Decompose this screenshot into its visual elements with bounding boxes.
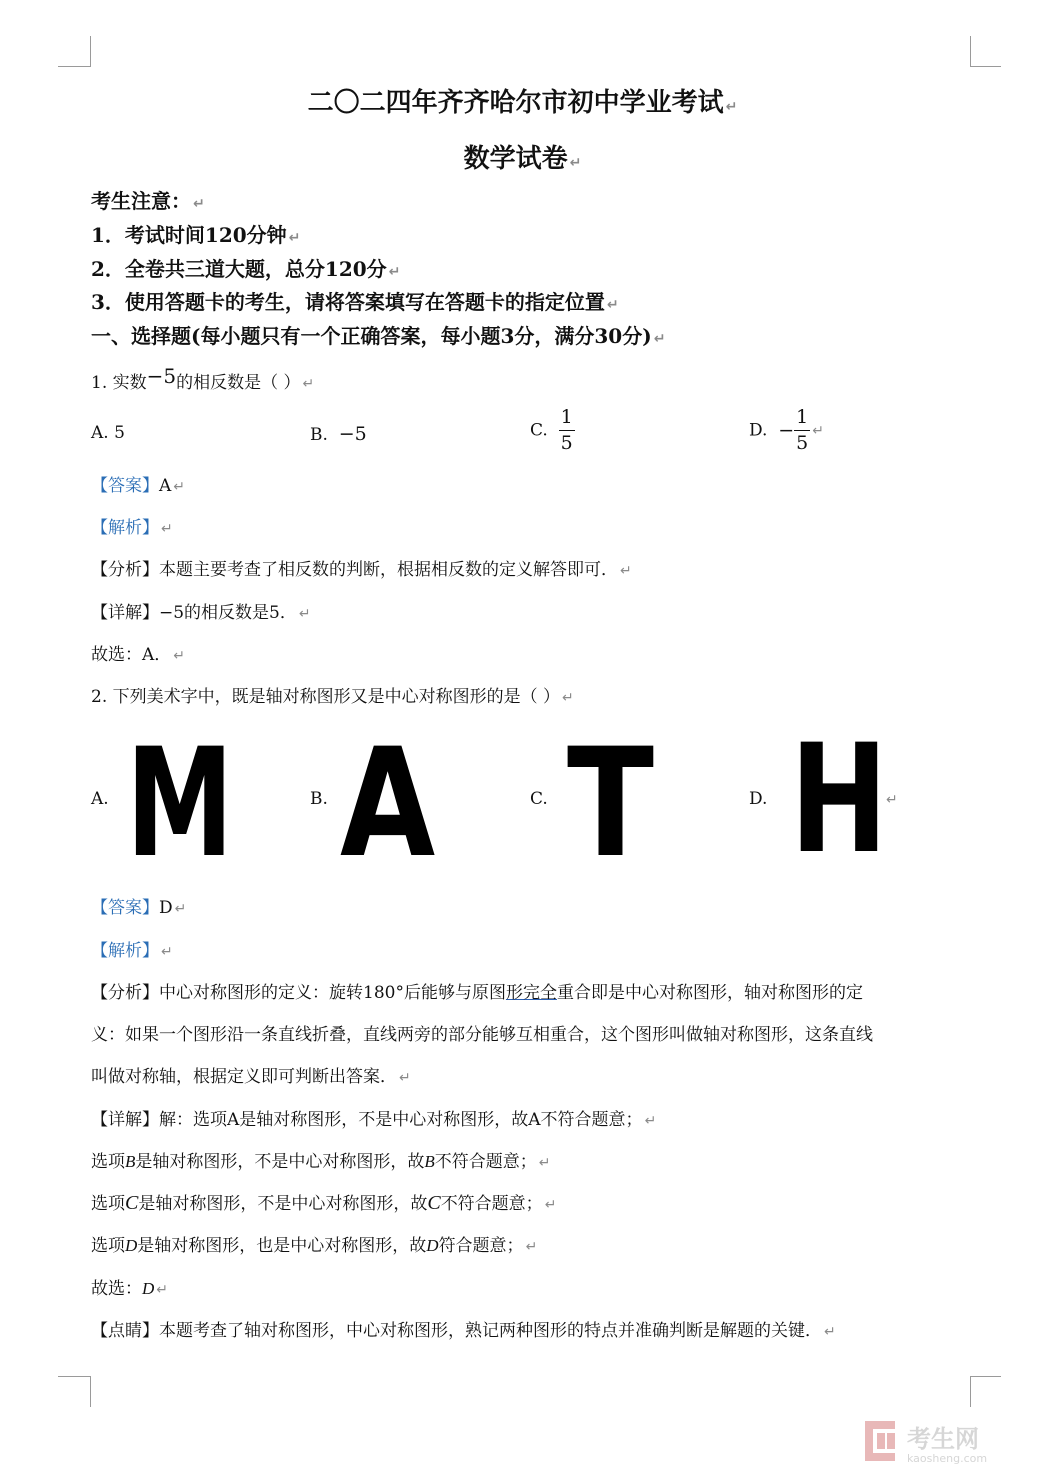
q2-option-c-glyph: T [567,717,654,891]
q2-fenxi-line1: 【分析】中心对称图形的定义：旋转180°后能够与原图形完全重合即是中心对称图形，轴对称图形的定 [91,983,863,1003]
paragraph-mark: ↵ [886,792,898,808]
notice-item: 3．使用答题卡的考生，请将答案填写在答题卡的指定位置 ↵ [91,290,619,314]
watermark-mark-icon [865,1421,895,1461]
page-subtitle: 数学试卷 ↵ [463,144,582,174]
q2-fenxi-line3: 叫做对称轴，根据定义即可判断出答案． ↵ [91,1067,411,1087]
q2-option-d-label: D. [749,789,768,809]
watermark-logo [863,1417,1023,1465]
crop-mark-top-right [970,36,1001,67]
q2-stem: 2. 下列美术字中，既是轴对称图形又是中心对称图形的是（ ） ↵ [91,687,574,707]
q1-analysis-tag: 【解析】 ↵ [91,518,173,538]
q1-stem: 1. 实数−5的相反数是（ ） ↵ [91,364,315,393]
q1-xiangjie: 【详解】−5的相反数是5． ↵ [91,603,311,623]
q1-answer: 【答案】A ↵ [91,476,186,496]
q1-option-c: C. $\frac{1}{5}$ [530,406,573,454]
q2-option-c-label: C. [530,789,548,809]
q2-option-a-label: A. [91,789,109,809]
q2-xiangjie-c: 选项C是轴对称图形，不是中心对称图形，故C不符合题意； ↵ [91,1192,557,1214]
crop-mark-top-left [58,36,91,67]
q1-option-d: D. − $\frac{1}{5}$ ↵ [749,406,824,454]
crop-mark-bottom-right [970,1376,1001,1407]
q2-xiangjie-a: 【详解】解：选项A是轴对称图形，不是中心对称图形，故A不符合题意； ↵ [91,1110,657,1130]
q2-xiangjie-d: 选项D是轴对称图形，也是中心对称图形，故D符合题意； ↵ [91,1236,538,1256]
q2-choose: 故选：D ↵ [91,1279,169,1299]
q2-option-b-label: B. [310,789,328,809]
notice-item: 1．考试时间120分钟 ↵ [91,223,301,247]
section-heading: 一、选择题(每小题只有一个正确答案，每小题3分，满分30分) ↵ [91,324,666,348]
q2-xiangjie-b: 选项B是轴对称图形，不是中心对称图形，故B不符合题意； ↵ [91,1152,551,1172]
q2-dianjing: 【点睛】本题考查了轴对称图形，中心对称图形，熟记两种图形的特点并准确判断是解题的关键． ↵ [91,1321,836,1341]
q2-analysis-tag: 【解析】 ↵ [91,941,173,961]
q1-fenxi: 【分析】本题主要考查了相反数的判断，根据相反数的定义解答即可． ↵ [91,560,632,580]
notice-heading: 考生注意： ↵ [91,189,205,213]
q2-option-b-glyph: A [340,717,436,891]
watermark-url: kaosheng.com [907,1452,988,1465]
q2-option-a-glyph: M [126,717,234,891]
q2-option-d-glyph: H [790,713,888,887]
notice-item: 2．全卷共三道大题，总分120分 ↵ [91,257,401,281]
q1-option-b: B. −5 [310,423,367,445]
q1-option-a: A. 5 [91,423,125,443]
q2-fenxi-line2: 义：如果一个图形沿一条直线折叠，直线两旁的部分能够互相重合，这个图形叫做轴对称图形，这条直线 [91,1025,873,1045]
q1-choose: 故选：A． ↵ [91,645,186,665]
watermark-brand: 考生网 [907,1425,979,1453]
page-title: 二〇二四年齐齐哈尔市初中学业考试 ↵ [307,88,738,118]
crop-mark-bottom-left [58,1376,91,1407]
q2-answer: 【答案】D ↵ [91,898,187,918]
